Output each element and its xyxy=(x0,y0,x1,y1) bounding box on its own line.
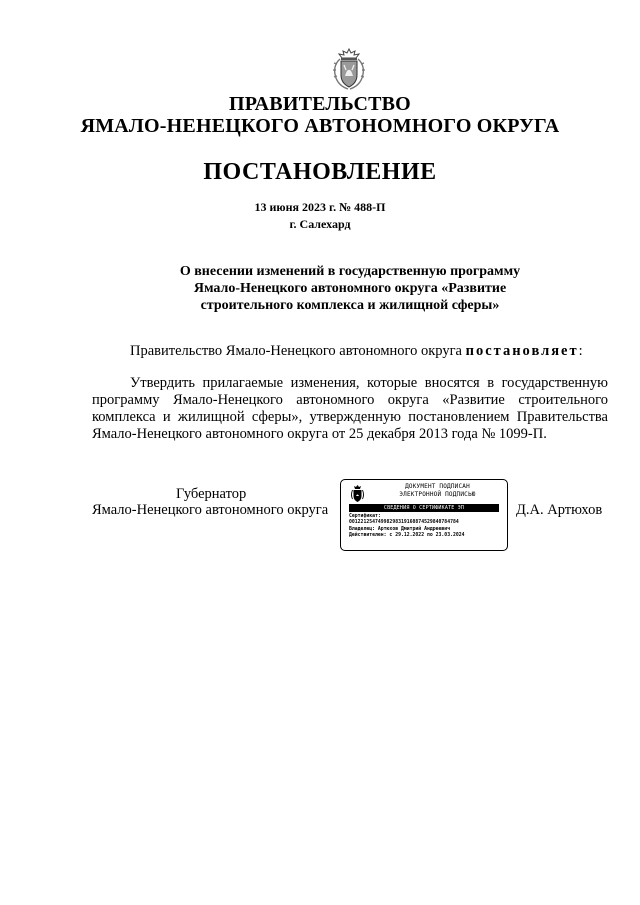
stamp-header-line: ЭЛЕКТРОННОЙ ПОДПИСЬЮ xyxy=(399,490,476,498)
certificate-owner: Владелец: Артюхов Дмитрий Андреевич xyxy=(349,526,451,532)
certificate-info-bar-text: СВЕДЕНИЯ О СЕРТИФИКАТЕ ЭП xyxy=(383,505,465,511)
subject-line: Ямало-Ненецкого автономного округа «Развитие xyxy=(193,281,507,296)
certificate-label: Сертификат: xyxy=(349,514,381,519)
intro-colon: : xyxy=(578,343,583,359)
subject-line: строительного комплекса и жилищной сферы» xyxy=(200,298,500,313)
certificate-validity: Действителен: с 29.12.2022 по 23.03.2024 xyxy=(349,533,465,539)
signatory-region: Ямало-Ненецкого автономного округа xyxy=(92,502,329,518)
document-city: г. Салехард xyxy=(289,217,351,231)
resolution-paragraph xyxy=(92,375,608,443)
paragraph-line: Ямало-Ненецкого автономного округа от 25 декабря 2013 года № 1099-П. xyxy=(92,426,547,442)
government-title-line-1: ПРАВИТЕЛЬСТВО xyxy=(229,93,411,115)
document-type: ПОСТАНОВЛЕНИЕ xyxy=(203,159,437,185)
signatory-position: Губернатор xyxy=(176,486,247,502)
yanao-coat-of-arms-icon xyxy=(329,46,369,92)
stamp-header xyxy=(375,483,500,498)
signatory-name: Д.А. Артюхов xyxy=(516,502,603,518)
paragraph-line: Утвердить прилагаемые изменения, которые вносятся в государственную xyxy=(130,375,608,391)
document-date-number: 13 июня 2023 г. № 488-П xyxy=(254,200,386,214)
intro-text: Правительство Ямало-Ненецкого автономного округа xyxy=(130,343,462,359)
resolution-intro xyxy=(130,343,583,360)
stamp-header-line: ДОКУМЕНТ ПОДПИСАН xyxy=(405,483,470,490)
certificate-details xyxy=(349,514,465,540)
document-subject xyxy=(0,263,640,314)
subject-line: О внесении изменений в государственную программу xyxy=(179,264,521,279)
certificate-info-bar xyxy=(349,504,499,512)
certificate-serial: 00122125474998298319160874529840784784 xyxy=(349,520,459,526)
paragraph-line: программу Ямало-Ненецкого автономного округа «Развитие строительного xyxy=(92,392,608,408)
electronic-signature-stamp xyxy=(340,479,508,551)
paragraph-line: комплекса и жилищной сферы», утвержденную постановлением Правительства xyxy=(92,409,608,425)
government-title-line-2: ЯМАЛО-НЕНЕЦКОГО АВТОНОМНОГО ОКРУГА xyxy=(80,115,560,137)
intro-resolves-word: постановляет xyxy=(465,343,579,359)
yanao-coat-of-arms-icon xyxy=(350,484,365,504)
